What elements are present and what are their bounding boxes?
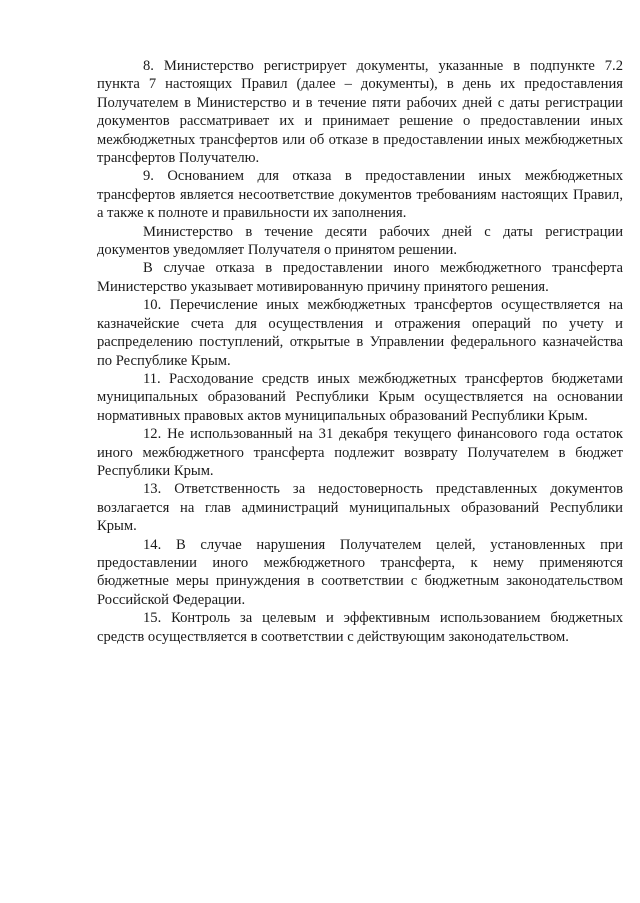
paragraph-11-spending: 11. Расходование средств иных межбюджетных трансфертов бюджетами муниципальных образований Республики Крым осуществляется на основании нормативных правовых актов муниципальных образований Республики Крым. [97,370,623,424]
paragraph-15-control: 15. Контроль за целевым и эффективным использованием бюджетных средств осуществляется в соответствии с действующим законодательством. [97,610,623,645]
paragraph-notification: Министерство в течение десяти рабочих дней с даты регистрации документов уведомляет Получателя о принятом решении. [97,223,623,259]
paragraph-13-responsibility: 13. Ответственность за недостоверность представленных документов возлагается на глав администраций муниципальных образований Республики Крым. [97,481,623,535]
paragraph-12-return: 12. Не использованный на 31 декабря текущего финансового года остаток иного межбюджетного трансферта подлежит возврату Получателем в бюджет Республики Крым. [97,426,623,479]
paragraph-8-registration: 8. Министерство регистрирует документы, указанные в подпункте 7.2 пункта 7 настоящих Правил (далее – документы), в день их предоставления Получателем в Министерство и в течение пяти рабочих дней с даты регистрации документов рассматривает их и принимает решение о предоставлении иных межбюджетных трансфертов или об отказе в предоставлении иных межбюджетных трансфертов Получателю. [97,58,623,167]
paragraph-refusal-reason: В случае отказа в предоставлении иного межбюджетного трансферта Министерство указывает мотивированную причину принятого решения. [97,260,623,295]
document-body [97,57,623,646]
paragraph-10-transfer: 10. Перечисление иных межбюджетных трансфертов осуществляется на казначейские счета для осуществления и отражения операций по учету и распределению поступлений, открытые в Управлении федерального казначейства по Республике Крым. [97,297,623,369]
paragraph-14-violation: 14. В случае нарушения Получателем целей, установленных при предоставлении иного межбюджетного трансферта, к нему применяются бюджетные меры принуждения в соответствии с бюджетным законодательством Российской Федерации. [97,536,623,608]
paragraph-9-refusal-grounds: 9. Основанием для отказа в предоставлении иных межбюджетных трансфертов является несоответствие документов требованиям настоящих Правил, а также к полноте и правильности их заполнения. [97,168,623,222]
